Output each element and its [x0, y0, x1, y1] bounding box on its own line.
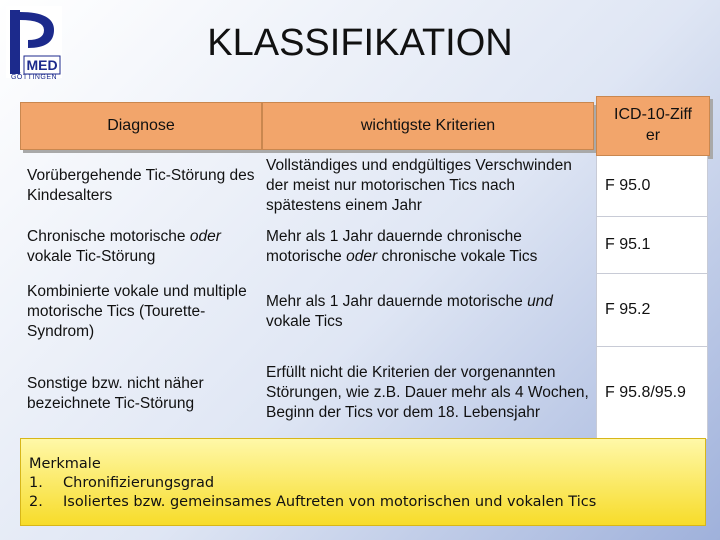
diagnose-text: Kombinierte vokale und multiple motorische Tics (Tourette-Syndrom) — [27, 282, 247, 341]
diagnose-cell — [27, 222, 263, 272]
diagnose-cell — [27, 276, 257, 348]
kriterien-cell — [266, 222, 592, 272]
diagnose-cell — [27, 350, 257, 438]
kriterien-cell — [266, 276, 592, 348]
icd-code: F 95.8/95.9 — [605, 384, 686, 401]
logo-text: MED — [26, 57, 58, 73]
column-header-kriterien: wichtigste Kriterien — [262, 102, 594, 150]
kriterien-text: Mehr als 1 Jahr dauernde motorische und vokale Tics — [266, 292, 553, 330]
features-box — [20, 438, 706, 526]
feature-text: Isoliertes bzw. gemeinsames Auftreten von motorischen und vokalen Tics — [63, 494, 597, 510]
icd-cell — [596, 347, 708, 439]
feature-item — [29, 474, 705, 493]
column-header-icd — [596, 96, 710, 156]
icd-cell — [596, 274, 708, 346]
feature-number: 2. — [29, 494, 43, 510]
column-header-diagnose: Diagnose — [20, 102, 262, 150]
feature-number: 1. — [29, 475, 43, 491]
icd-code: F 95.1 — [605, 236, 651, 253]
icd-cell — [596, 156, 708, 216]
page-title: KLASSIFIKATION — [207, 22, 513, 64]
diagnose-text: Chronische motorische oder vokale Tic-Störung — [27, 227, 221, 265]
kriterien-text: Erfüllt nicht die Kriterien der vorgenannten Störungen, wie z.B. Dauer mehr als 4 Wochen, Beginn der Tics vor dem 18. Lebensjahr — [266, 363, 589, 422]
features-heading: Merkmale — [29, 456, 101, 472]
kriterien-cell — [266, 348, 592, 438]
feature-text: Chronifizierungsgrad — [63, 475, 215, 491]
diagnose-cell — [27, 158, 257, 214]
logo-subtext: GÖTTINGEN — [10, 74, 58, 81]
kriterien-text: Vollständiges und endgültiges Verschwinden der meist nur motorischen Tics nach spätestens einem Jahr — [266, 156, 572, 215]
feature-item — [29, 493, 705, 512]
column-header-icd-label: ICD-10-Ziffer — [614, 106, 692, 144]
kriterien-cell — [266, 152, 592, 220]
icd-cell — [596, 217, 708, 273]
icd-code: F 95.2 — [605, 301, 651, 318]
kriterien-text: Mehr als 1 Jahr dauernde chronische motorische oder chronische vokale Tics — [266, 227, 538, 265]
icd-code: F 95.0 — [605, 177, 651, 194]
diagnose-text: Sonstige bzw. nicht näher bezeichnete Tic-Störung — [27, 374, 204, 412]
diagnose-text: Vorübergehende Tic-Störung des Kindesalters — [27, 166, 255, 204]
